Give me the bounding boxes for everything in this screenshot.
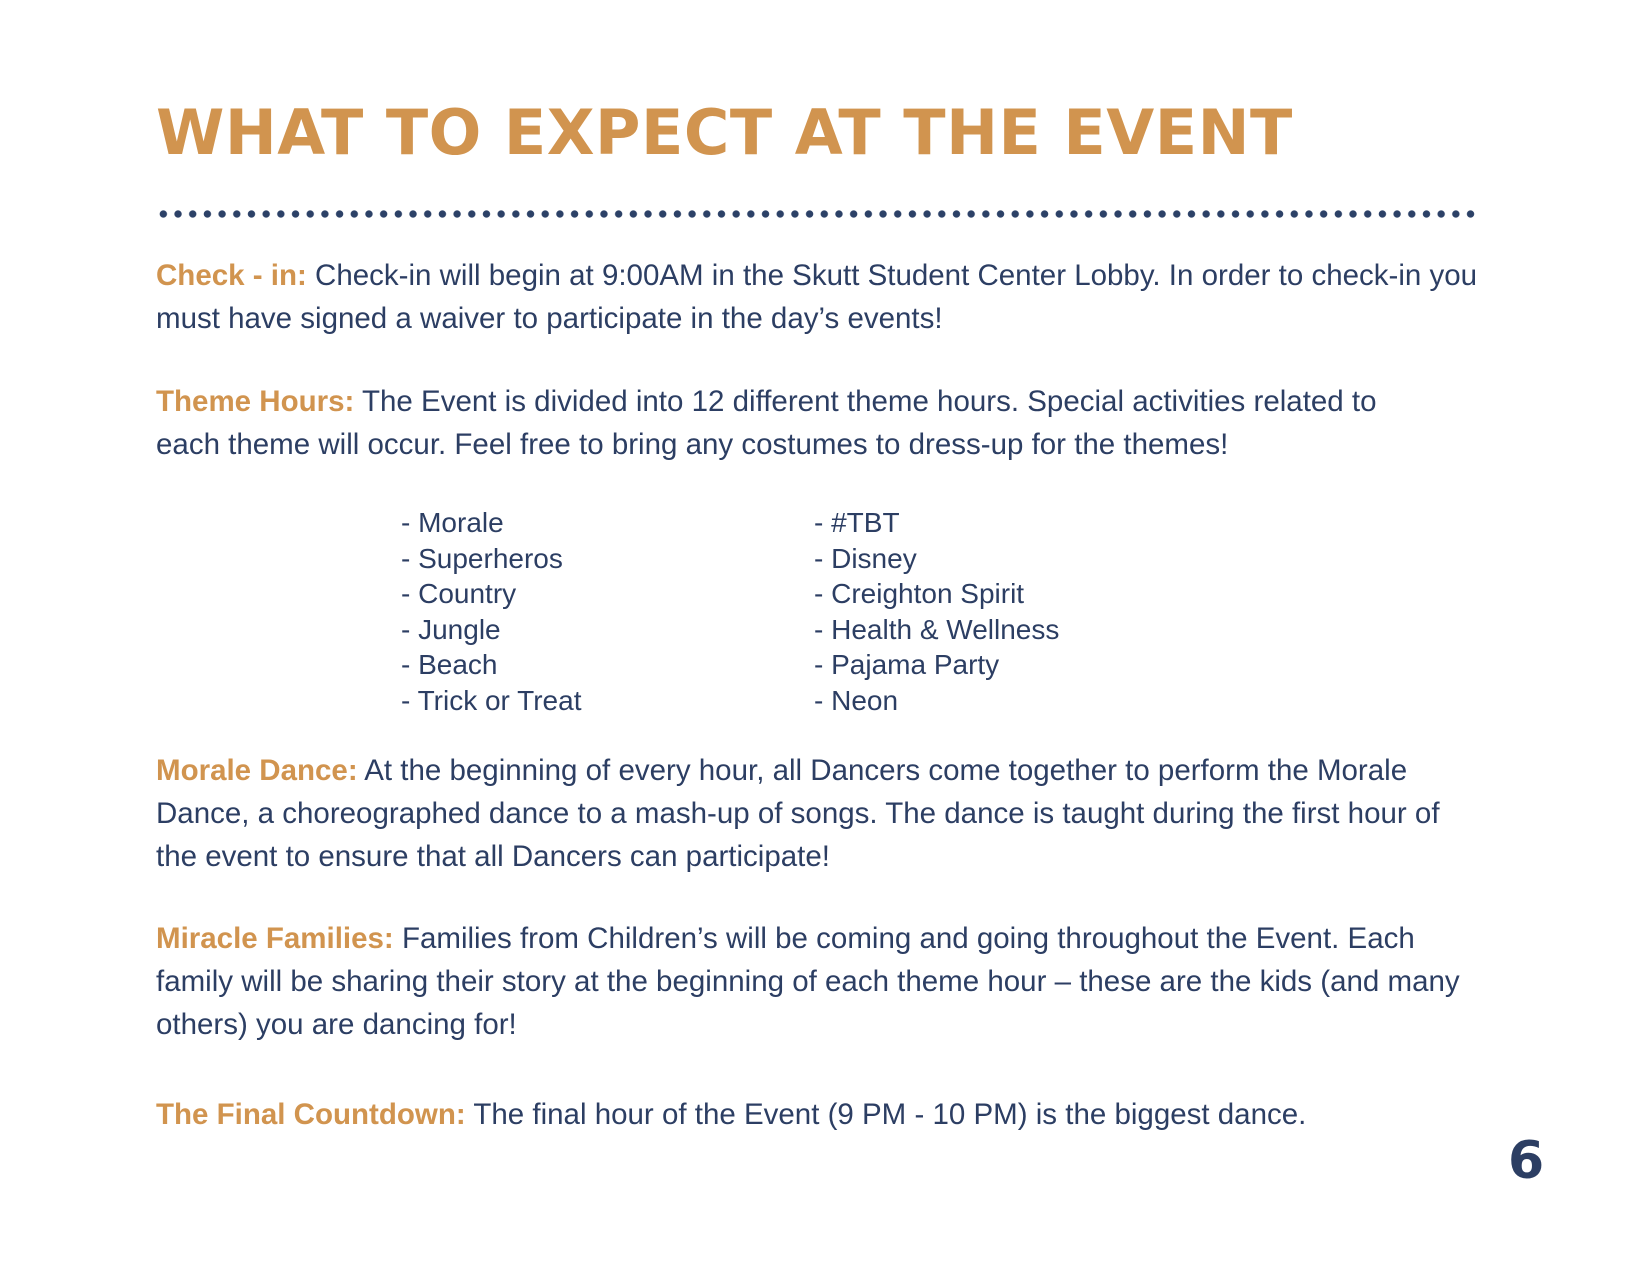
- theme-hours-paragraph: [156, 380, 1396, 466]
- page-number: 6: [1508, 1131, 1545, 1191]
- theme-hours-text: The Event is divided into 12 different theme hours. Special activities related to each theme will occur. Feel free to bring any costumes to dress-up for the themes!: [156, 385, 1377, 461]
- page-title: WHAT TO EXPECT AT THE EVENT: [156, 96, 1293, 169]
- theme-list-item: - Superheros: [401, 542, 563, 574]
- theme-list-left: [401, 505, 581, 718]
- theme-list-item: - Jungle: [401, 613, 501, 645]
- theme-list-item: - Morale: [401, 507, 504, 538]
- morale-dance-paragraph: [156, 749, 1486, 878]
- checkin-paragraph: [156, 254, 1486, 340]
- morale-dance-text: At the beginning of every hour, all Dancers come together to perform the Morale Dance, a choreographed dance to a mash-up of songs. The dance is taught during the first hour of the event to ensure that all Dancers can participate!: [156, 754, 1440, 873]
- theme-list-item: - Country: [401, 578, 517, 609]
- miracle-families-paragraph: [156, 917, 1486, 1046]
- checkin-text: Check-in will begin at 9:00AM in the Skutt Student Center Lobby. In order to check-in you must have signed a waiver to participate in the day’s events!: [156, 259, 1478, 335]
- theme-list-item: - #TBT: [814, 507, 900, 538]
- theme-list-item: - Health & Wellness: [814, 613, 1060, 645]
- theme-list-item: - Neon: [814, 684, 899, 716]
- theme-list-item: - Pajama Party: [814, 649, 1000, 680]
- theme-list-right: [814, 505, 1059, 718]
- miracle-families-text: Families from Children’s will be coming and going throughout the Event. Each family will be sharing their story at the beginning of each theme hour – these are the kids (and many others) you are dancing for!: [156, 922, 1460, 1041]
- final-countdown-paragraph: [156, 1093, 1486, 1136]
- final-countdown-label: The Final Countdown:: [156, 1098, 466, 1131]
- theme-list-item: - Disney: [814, 542, 917, 574]
- miracle-families-label: Miracle Families:: [156, 922, 394, 955]
- theme-list-item: - Creighton Spirit: [814, 578, 1025, 609]
- checkin-label: Check - in:: [156, 259, 307, 292]
- theme-hours-label: Theme Hours:: [156, 385, 355, 418]
- morale-dance-label: Morale Dance:: [156, 754, 358, 787]
- dotted-divider: [156, 208, 1478, 220]
- theme-list-item: - Beach: [401, 649, 498, 680]
- theme-list-item: - Trick or Treat: [401, 684, 582, 716]
- final-countdown-text: The final hour of the Event (9 PM - 10 PM) is the biggest dance.: [465, 1098, 1307, 1131]
